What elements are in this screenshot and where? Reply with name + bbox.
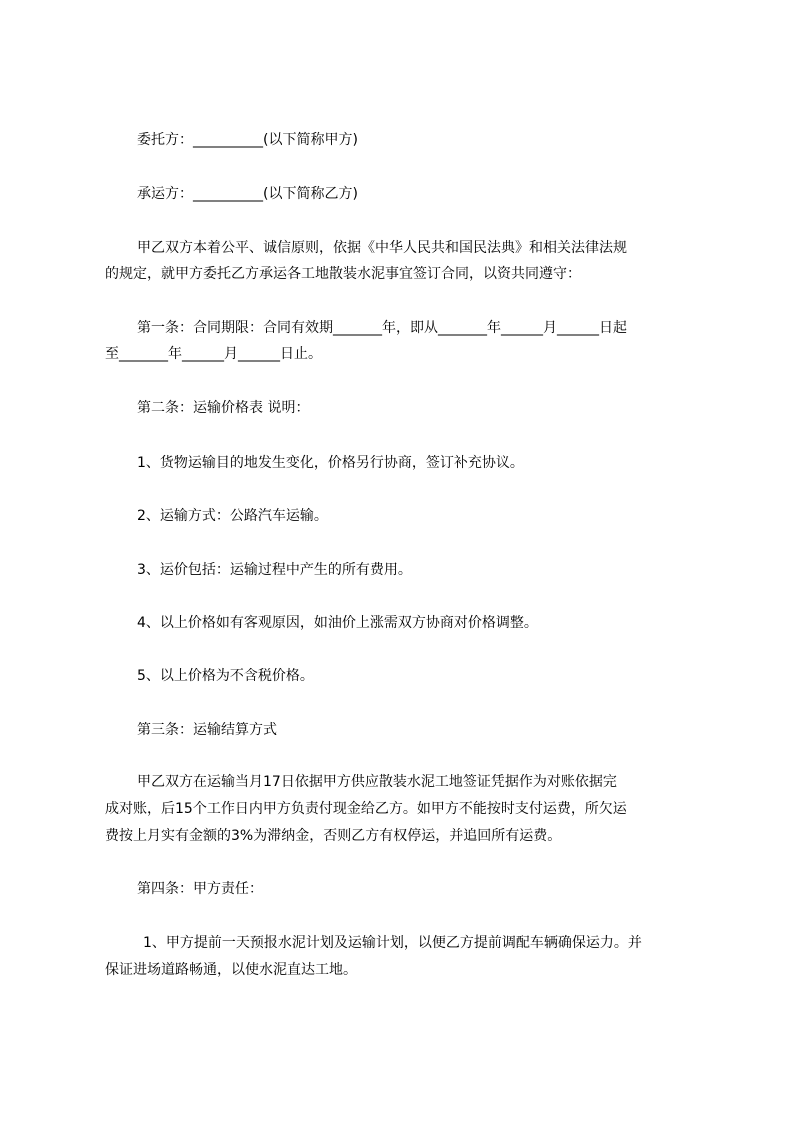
article2-item-4: 4、以上价格如有客观原因，如油价上涨需双方协商对价格调整。	[137, 615, 538, 631]
article1-line-1: 第一条：合同期限：合同有效期_______年，即从_______年______月______日起	[137, 320, 627, 336]
article2-heading: 第二条：运输价格表 说明：	[137, 400, 310, 416]
article2-item-5: 5、以上价格为不含税价格。	[137, 668, 314, 684]
article2-item-2: 2、运输方式：公路汽车运输。	[137, 508, 328, 524]
article3-heading: 第三条：运输结算方式	[137, 722, 277, 738]
article3-line-2: 成对账，后15个工作日内甲方负责付现金给乙方。如甲方不能按时支付运费，所欠运	[105, 801, 627, 817]
article2-item-1: 1、货物运输目的地发生变化，价格另行协商，签订补充协议。	[137, 455, 524, 471]
article1-line-2: 至_______年______月______日止。	[105, 346, 322, 362]
article4-item-1-line-2: 保证进场道路畅通，以使水泥直达工地。	[105, 962, 357, 978]
preamble-line-2: 的规定，就甲方委托乙方承运各工地散装水泥事宜签订合同，以资共同遵守：	[105, 266, 581, 282]
preamble-line-1: 甲乙双方本着公平、诚信原则，依据《中华人民共和国民法典》和相关法律法规	[137, 240, 627, 256]
article3-line-1: 甲乙双方在运输当月17日依据甲方供应散装水泥工地签证凭据作为对账依据完	[137, 774, 617, 790]
carrier-party-line: 承运方：__________(以下简称乙方)	[137, 186, 358, 202]
article2-item-3: 3、运价包括：运输过程中产生的所有费用。	[137, 562, 412, 578]
client-party-line: 委托方：__________(以下简称甲方)	[137, 132, 358, 148]
article3-line-3: 费按上月实有金额的3%为滞纳金，否则乙方有权停运，并追回所有运费。	[105, 828, 562, 844]
article4-item-1-line-1: 1、甲方提前一天预报水泥计划及运输计划，以便乙方提前调配车辆确保运力。并	[143, 935, 642, 951]
article4-heading: 第四条：甲方责任：	[137, 881, 263, 897]
